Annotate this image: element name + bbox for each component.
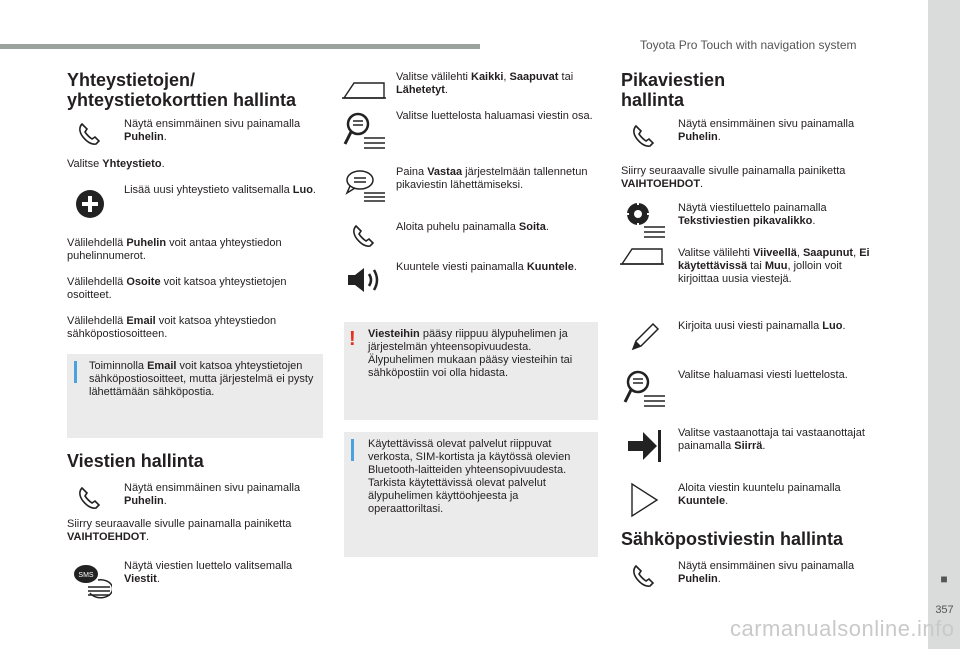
search-list-icon: [620, 366, 668, 414]
top-rule: [0, 44, 480, 49]
section-heading-contacts: Yhteystietojen/ yhteystietokorttien hallinta: [67, 70, 297, 110]
speaker-icon: [342, 260, 386, 300]
search-list-icon: [342, 110, 386, 154]
section-heading-messages: Viestien hallinta: [67, 451, 204, 471]
info-note-services: Käytettävissä olevat palvelut riippuvat verkosta, SIM-kortista ja käytössä olevien Bluetooth-laitteiden yhteensopivuudesta. Tarkista käytettävissä olevat palvelut älypuhelimen käyttöohjeesta ja operaattoriltasi.: [344, 432, 598, 557]
pencil-icon: [620, 318, 668, 358]
step-open-phone-2: Näytä ensimmäinen sivu painamalla Puhelin.: [66, 478, 322, 518]
para-select-contact: Valitse Yhteystieto.: [67, 158, 165, 170]
step-open-phone-3: Näytä ensimmäinen sivu painamalla Puhelin.: [620, 116, 876, 156]
warning-icon: !: [349, 328, 356, 350]
settings-list-icon: [620, 199, 668, 243]
para-email-tab: Välilehdellä Email voit katsoa yhteystiedon sähköpostiosoitteen.: [67, 315, 277, 340]
page-dot: ■: [940, 572, 948, 586]
step-send: Valitse vastaanottaja tai vastaanottajat painamalla Siirrä.: [620, 424, 876, 468]
side-strip: [928, 0, 960, 649]
info-note-email: Toiminnolla Email voit katsoa yhteystietojen sähköpostiosoitteet, mutta järjestelmä ei pysty lähettämään sähköpostia.: [67, 354, 323, 438]
tab-icon: [620, 246, 664, 266]
step-quick-menu: Näytä viestiluettelo painamalla Tekstiviestien pikavalikko.: [620, 199, 876, 243]
plus-circle-icon: [66, 182, 114, 226]
step-show-messages: SMS Näytä viestien luettelo valitsemalla Viestit.: [66, 558, 322, 602]
phone-icon: [620, 556, 668, 596]
section-heading-quick-messages: Pikaviestien hallinta: [621, 70, 726, 110]
step-select-tab-3: Valitse välilehti Viiveellä, Saapunut, Ei käytettävissä tai Muu, jolloin voit kirjoittaa uusia viestejä.: [620, 246, 876, 286]
send-icon: [620, 424, 668, 468]
play-icon: [620, 480, 668, 520]
warning-note: ! Viesteihin pääsy riippuu älypuhelimen ja järjestelmän yhteensopivuudesta. Älypuhelimen mukaan pääsy viesteihin tai sähköpostiin voi olla hidasta.: [344, 322, 598, 420]
step-select-tab: Valitse välilehti Kaikki, Saapuvat tai Lähetetyt.: [342, 70, 598, 110]
tab-icon: [342, 70, 386, 110]
sms-label: SMS: [78, 572, 94, 579]
step-listen: Kuuntele viesti painamalla Kuuntele.: [342, 260, 598, 300]
step-open-phone-4: Näytä ensimmäinen sivu painamalla Puhelin.: [620, 556, 876, 596]
para-address-tab: Välilehdellä Osoite voit katsoa yhteystietojen osoitteet.: [67, 276, 287, 301]
para-options-3: Siirry seuraavalle sivulle painamalla painiketta VAIHTOEHDOT.: [621, 165, 846, 190]
step-select-message: Valitse haluamasi viesti luettelosta.: [620, 366, 876, 414]
step-reply: Paina Vastaa järjestelmään tallennetun pikaviestin lähettämiseksi.: [342, 166, 598, 206]
para-phone-tab: Välilehdellä Puhelin voit antaa yhteystiedon puhelinnumerot.: [67, 237, 282, 262]
step-open-phone: Näytä ensimmäinen sivu painamalla Puhelin.: [66, 114, 322, 154]
running-header: Toyota Pro Touch with navigation system: [640, 38, 857, 52]
sms-list-icon: [66, 558, 114, 602]
phone-icon: [66, 114, 114, 154]
phone-icon: [342, 216, 386, 256]
step-call: Aloita puhelu painamalla Soita.: [342, 216, 598, 256]
phone-icon: [66, 478, 114, 518]
watermark: carmanualsonline.info: [730, 616, 955, 641]
reply-list-icon: [342, 166, 386, 206]
phone-icon: [620, 116, 668, 156]
info-icon: [351, 439, 354, 461]
step-add-contact: Lisää uusi yhteystieto valitsemalla Luo.: [66, 182, 322, 226]
info-icon: [74, 361, 77, 383]
page-number: 357: [935, 604, 954, 616]
step-select-part: Valitse luettelosta haluamasi viestin osa.: [342, 110, 598, 154]
section-heading-email: Sähköpostiviestin hallinta: [621, 529, 844, 549]
para-options: Siirry seuraavalle sivulle painamalla painiketta VAIHTOEHDOT.: [67, 518, 292, 543]
step-create-message: Kirjoita uusi viesti painamalla Luo.: [620, 318, 876, 358]
step-listen-message: Aloita viestin kuuntelu painamalla Kuuntele.: [620, 480, 876, 520]
